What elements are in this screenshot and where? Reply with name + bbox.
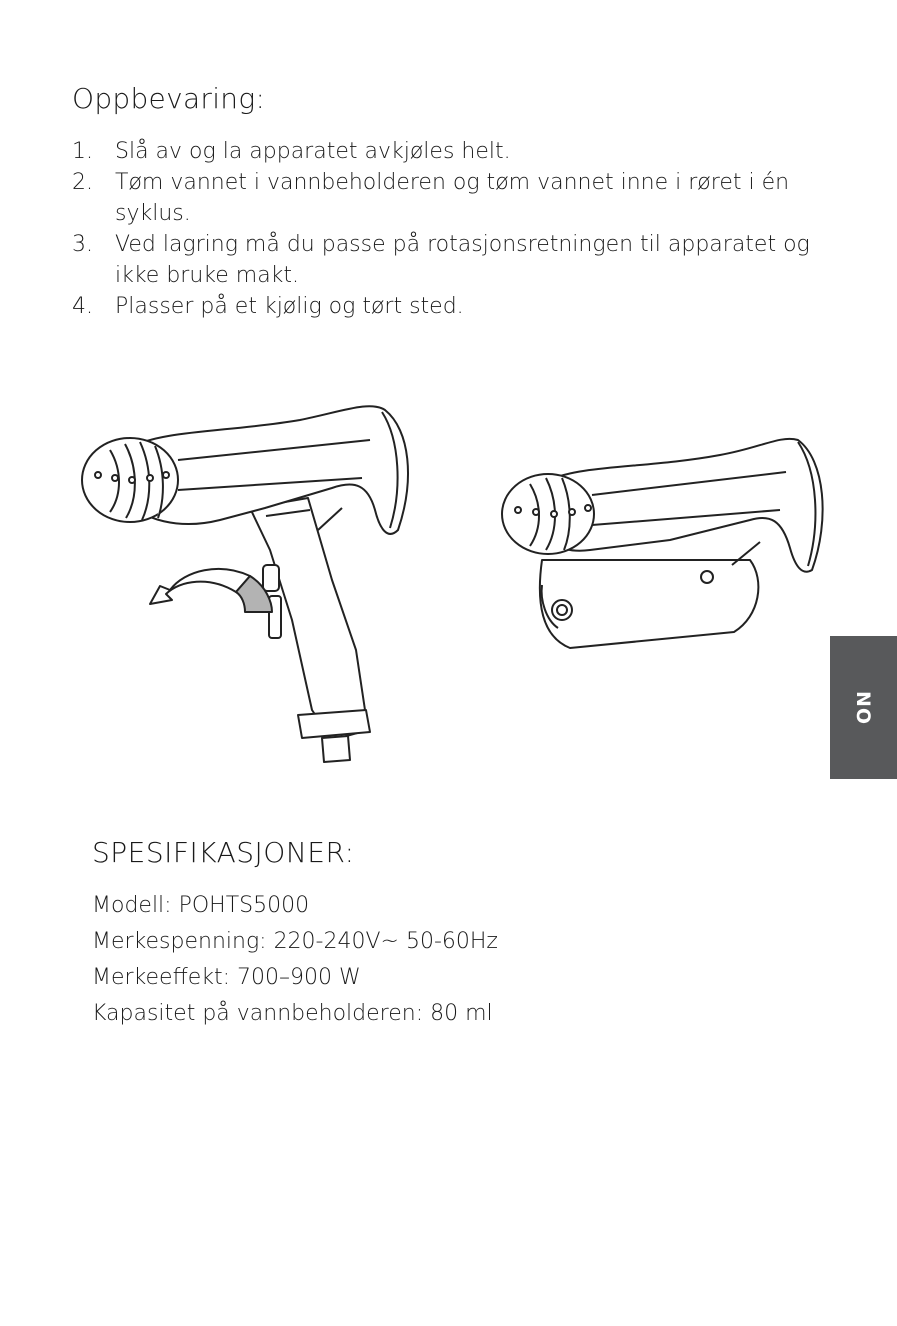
spec-item-model: Modell: POHTS5000 — [92, 893, 310, 918]
list-item — [72, 229, 832, 291]
step-text: Tøm vannet i vannbeholderen og tøm vannet inne i røret i én syklus. — [115, 170, 790, 226]
step-text: Plasser på et kjølig og tørt sted. — [115, 294, 464, 319]
step-number: 1. — [72, 139, 93, 164]
storage-steps-list — [72, 136, 832, 322]
spec-item-capacity: Kapasitet på vannbeholderen: 80 ml — [92, 1001, 493, 1026]
list-item — [72, 291, 832, 322]
spec-item-voltage: Merkespenning: 220-240V~ 50-60Hz — [92, 929, 498, 954]
spec-item-power: Merkeeffekt: 700–900 W — [92, 965, 361, 990]
storage-illustration — [70, 380, 840, 780]
language-tab-label: NO — [852, 690, 875, 725]
list-item — [72, 167, 832, 229]
language-tab — [830, 636, 897, 779]
step-text: Ved lagring må du passe på rotasjonsretningen til apparatet og ikke bruke makt. — [115, 232, 810, 288]
steamer-folding-diagram — [70, 380, 840, 780]
rotation-arrow — [150, 569, 272, 612]
step-number: 4. — [72, 294, 93, 319]
specifications-heading: SPESIFIKASJONER: — [92, 836, 355, 869]
list-item — [72, 136, 832, 167]
steamer-folded-drawing — [502, 439, 823, 648]
page-title: Oppbevaring: — [72, 82, 266, 115]
step-number: 2. — [72, 170, 93, 195]
specifications-list — [92, 888, 498, 1032]
step-text: Slå av og la apparatet avkjøles helt. — [115, 139, 511, 164]
step-number: 3. — [72, 232, 93, 257]
